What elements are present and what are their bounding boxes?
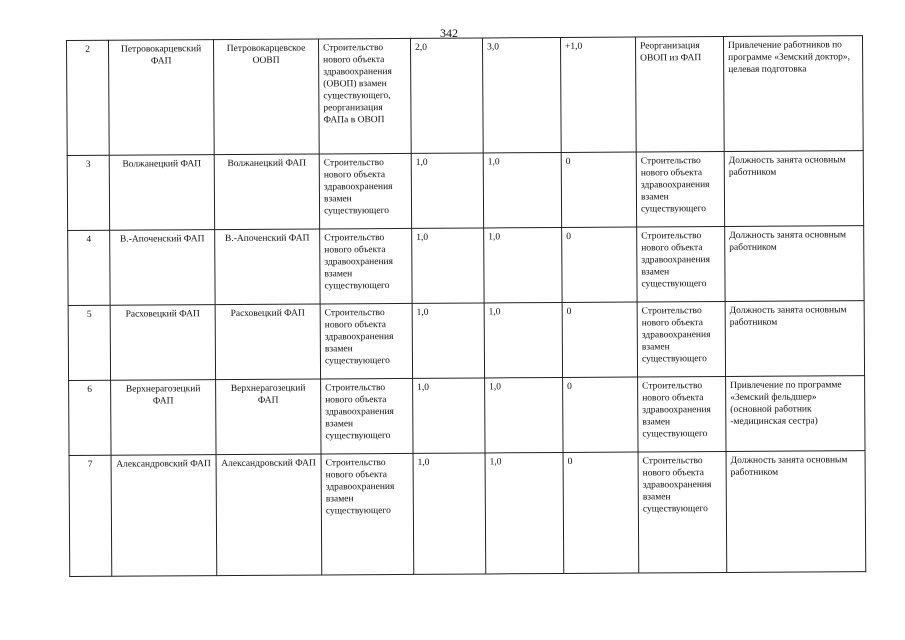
value-current-cell: 1,0 [413,378,485,453]
new-facility-cell: Волжанецкий ФАП [214,154,319,230]
measure-cell: Строительство нового объекта здравоохранения взамен существующего [638,376,726,452]
staffing-cell: Должность занята основным работником [725,226,864,302]
value-current-cell: 1,0 [413,453,486,574]
measure-cell: Строительство нового объекта здравоохранения взамен существующего [636,151,724,227]
staffing-cell: Должность занята основным работником [724,151,863,227]
page-number: 342 [440,26,458,40]
table-row [69,376,865,456]
row-number-cell: 3 [67,155,109,230]
staffing-cell: Должность занята основным работником [726,451,866,573]
row-number-cell: 7 [69,455,112,576]
table-row [68,301,864,381]
activity-cell: Строительство нового объекта здравоохранения взамен существующего [321,378,413,454]
facility-name-cell: Волжанецкий ФАП [109,155,214,231]
value-planned-cell: 3,0 [482,37,561,152]
value-planned-cell: 1,0 [484,227,562,302]
row-number-cell: 6 [69,380,111,455]
new-facility-cell: Петровокарцевское ООВП [214,39,320,155]
activity-cell: Строительство нового объекта здравоохранения взамен существующего [319,153,411,229]
row-number-cell: 2 [67,40,110,155]
staffing-cell: Привлечение по программе «Земский фельдшер» (основной работник -медицинская сестра) [726,376,865,452]
staffing-cell: Привлечение работников по программе «Земский доктор», целевая подготовка [723,36,863,152]
facility-name-cell: В.-Апоченский ФАП [110,230,215,306]
value-planned-cell: 1,0 [485,452,564,573]
new-facility-cell: Александровский ФАП [216,454,322,576]
activity-cell: Строительство нового объекта здравоохранения взамен существующего [320,303,412,379]
value-difference-cell: +1,0 [560,37,636,152]
staffing-cell: Должность занята основным работником [725,301,864,377]
value-difference-cell: 0 [561,152,636,227]
new-facility-cell: Расховецкий ФАП [215,304,320,380]
value-current-cell: 2,0 [410,38,483,153]
value-difference-cell: 0 [563,452,639,573]
facility-name-cell: Александровский ФАП [111,455,217,577]
activity-cell: Строительство нового объекта здравоохранения взамен существующего [321,453,414,575]
row-number-cell: 5 [68,305,110,380]
value-current-cell: 1,0 [411,153,483,228]
table-row [68,226,864,306]
activity-cell: Строительство нового объекта здравоохранения (ОВОП) взамен существующего, реорганизация ФАПа в ОВОП [318,38,411,154]
table-row [69,451,866,577]
value-current-cell: 1,0 [412,303,484,378]
row-number-cell: 4 [68,230,110,305]
new-facility-cell: Верхнерагозецкий ФАП [216,379,321,455]
facility-name-cell: Верхнерагозецкий ФАП [111,380,216,456]
measure-cell: Реорганизация ОВОП из ФАП [635,36,724,152]
value-planned-cell: 1,0 [484,302,562,377]
table-row [67,36,864,156]
measure-cell: Строительство нового объекта здравоохранения взамен существующего [638,451,727,573]
table-row [67,151,863,231]
facility-name-cell: Петровокарцевский ФАП [109,40,215,156]
value-current-cell: 1,0 [412,228,484,303]
measure-cell: Строительство нового объекта здравоохранения взамен существующего [637,226,725,302]
value-difference-cell: 0 [562,227,637,302]
new-facility-cell: В.-Апоченский ФАП [215,229,320,305]
activity-cell: Строительство нового объекта здравоохранения взамен существующего [320,228,412,304]
table-body [67,36,866,577]
facilities-table [66,35,866,577]
facility-name-cell: Расховецкий ФАП [110,305,215,381]
value-difference-cell: 0 [562,302,637,377]
value-planned-cell: 1,0 [485,377,563,452]
measure-cell: Строительство нового объекта здравоохранения взамен существующего [637,301,725,377]
value-planned-cell: 1,0 [483,152,561,227]
value-difference-cell: 0 [563,377,638,452]
